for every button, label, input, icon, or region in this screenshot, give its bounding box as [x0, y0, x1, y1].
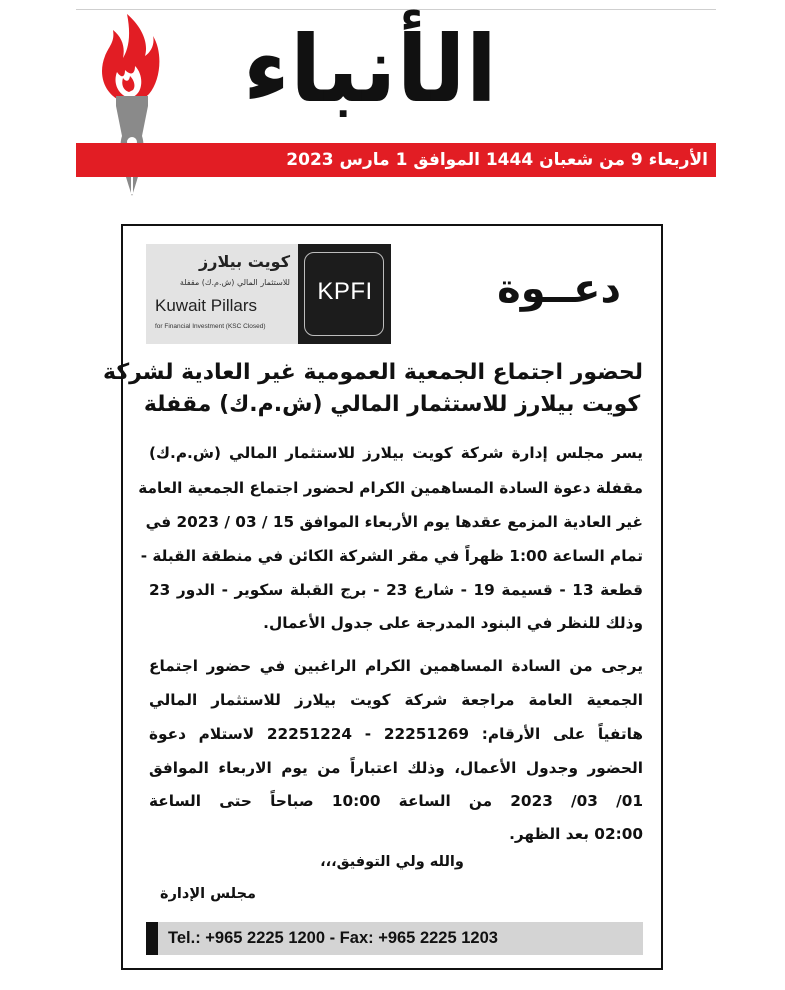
company-name-arabic: كويت بيلارز	[199, 252, 290, 271]
top-rule	[76, 9, 716, 10]
closing-phrase: والله ولي التوفيق،،،	[320, 854, 464, 870]
newspaper-logo: الأنباء	[242, 16, 498, 123]
paragraph1-line: تمام الساعة 1:00 ظهراً في مقر الشركة الكائن في منطقة القبلة -	[140, 547, 643, 565]
company-subtitle-english: for Financial Investment (KSC Closed)	[155, 323, 266, 330]
paragraph1-line: قطعة 13 - قسيمة 19 - شارع 23 - برج القبلة سكوير - الدور 23	[149, 581, 644, 599]
contact-numbers: Tel.: +965 2225 1200 - Fax: +965 2225 1203	[168, 929, 498, 947]
logo-mark-panel	[298, 244, 391, 344]
flame-icon	[95, 12, 163, 106]
company-subtitle-arabic: للاستثمار المالي (ش.م.ك) مقفلة	[179, 278, 290, 287]
paragraph2-line: يرجى من السادة المساهمين الكرام الراغبين في حضور اجتماع	[149, 657, 643, 675]
logo-mark-frame	[304, 252, 384, 336]
logo-mark: KPFI	[317, 278, 373, 305]
paragraph1-line: غير العادية المزمع عقدها يوم الأربعاء الموافق 15 / 03 / 2023 في	[145, 513, 643, 531]
signature: مجلس الإدارة	[160, 886, 256, 902]
date-bar	[76, 143, 716, 177]
paragraph1-line: وذلك للنظر في البنود المدرجة على جدول الأعمال.	[263, 614, 643, 632]
paragraph1-line: مقفلة دعوة السادة المساهمين الكرام لحضور اجتماع الجمعية العامة	[138, 479, 643, 497]
paragraph2-line: الجمعية العامة مراجعة شركة كويت بيلارز للاستثمار المالي	[149, 691, 643, 709]
paragraph2-line: الحضور وجدول الأعمال، وذلك اعتباراً من يوم الاربعاء الموافق	[149, 759, 643, 777]
logo-text-panel	[146, 244, 298, 344]
company-name-english: Kuwait Pillars	[155, 296, 258, 315]
paragraph2-line: 02:00 بعد الظهر.	[509, 825, 643, 843]
paragraph1-line: يسر مجلس إدارة شركة كويت بيلارز للاستثمار المالي (ش.م.ك)	[149, 444, 643, 462]
issue-date: الأربعاء 9 من شعبان 1444 الموافق 1 مارس 2023	[286, 150, 708, 170]
invitation-title: دعــوة	[497, 266, 621, 312]
headline-line: لحضور اجتماع الجمعية العمومية غير العادية لشركة	[102, 360, 643, 385]
headline-line: كويت بيلارز للاستثمار المالي (ش.م.ك) مقفلة	[143, 392, 641, 417]
paragraph2-line: 01/ 03/ 2023 من الساعة 10:00 صباحاً حتى الساعة	[149, 792, 643, 810]
company-logo	[146, 244, 391, 344]
paragraph2-line: هاتفياً على الأرقام: 22251269 - 22251224 لاستلام دعوة	[149, 725, 643, 743]
contact-bar	[146, 922, 643, 955]
contact-bar-accent	[146, 922, 158, 955]
invitation-advert	[102, 224, 663, 970]
